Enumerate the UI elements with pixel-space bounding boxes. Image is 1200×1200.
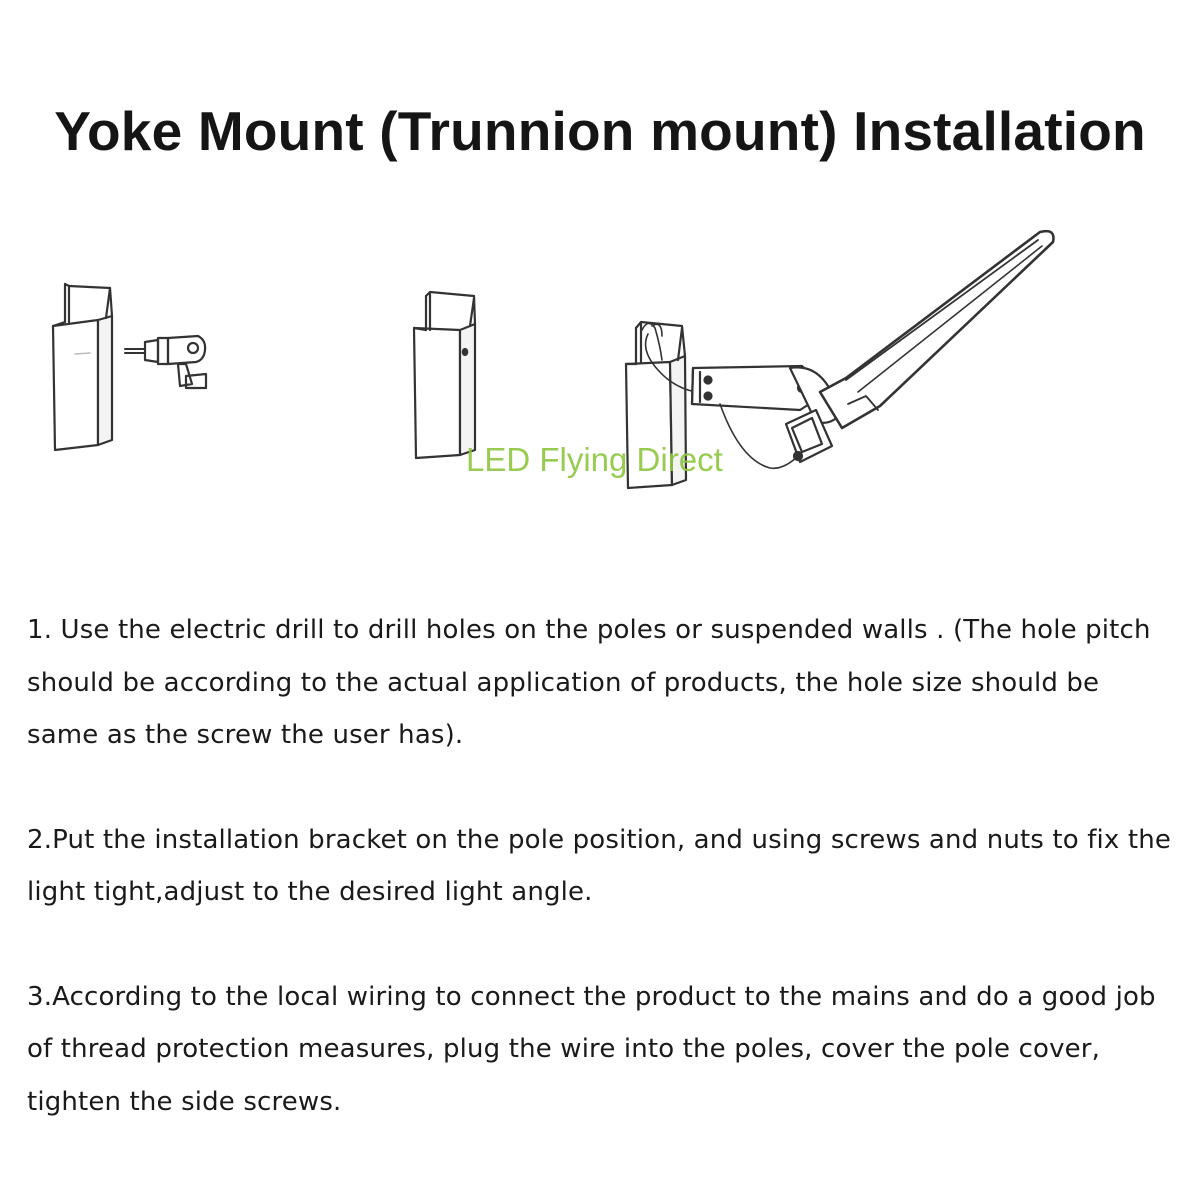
page-title: Yoke Mount (Trunnion mount) Installation bbox=[54, 99, 1146, 162]
watermark: LED Flying Direct bbox=[466, 441, 723, 478]
instruction-steps bbox=[27, 604, 1177, 1128]
step-3: 3.According to the local wiring to connect the product to the mains and do a good job of thread protection measures, plug the wire into the poles, cover the pole cover, tighten the side screws. bbox=[27, 981, 1156, 1117]
step-1: 1. Use the electric drill to drill holes on the poles or suspended walls . (The hole pitch should be according to the actual application of products, the hole size should be same as the screw the user has). bbox=[27, 615, 1151, 750]
square-pole-icon bbox=[53, 284, 112, 450]
electric-drill-icon bbox=[125, 336, 206, 388]
step-2: 2.Put the installation bracket on the pole position, and using screws and nuts to fix the light tight,adjust to the desired light angle. bbox=[27, 824, 1171, 907]
drilled-pole-icon bbox=[414, 292, 475, 458]
